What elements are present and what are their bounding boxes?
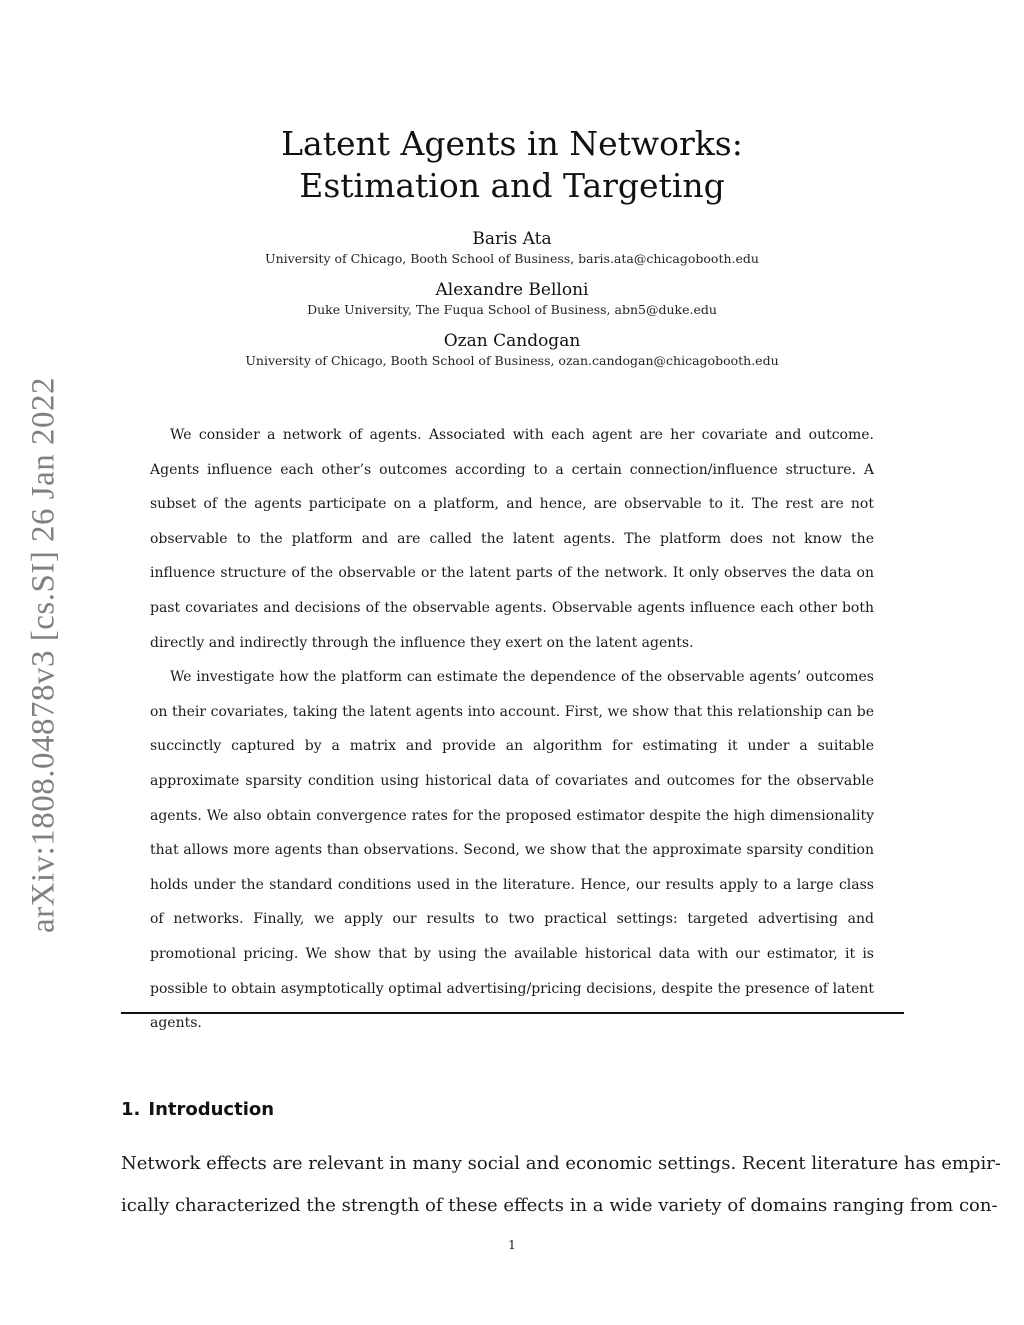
section-title: Introduction xyxy=(148,1099,275,1120)
author-affiliation: University of Chicago, Booth School of Business, baris.ata@chicagobooth.edu xyxy=(265,251,759,266)
introduction-text xyxy=(121,1143,1001,1227)
paper-title-line-1: Latent Agents in Networks: xyxy=(281,124,743,163)
introduction-line-1: Network effects are relevant in many social and economic settings. Recent literature has empir- xyxy=(121,1153,1001,1174)
page-number: 1 xyxy=(508,1237,516,1252)
author-affiliation: University of Chicago, Booth School of Business, ozan.candogan@chicagobooth.edu xyxy=(245,353,779,368)
arxiv-identifier-stamp: arXiv:1808.04878v3 [cs.SI] 26 Jan 2022 xyxy=(25,376,62,934)
author-block-3 xyxy=(0,330,1024,369)
author-name: Baris Ata xyxy=(472,229,552,249)
paper-title xyxy=(0,123,1024,207)
abstract-divider-rule xyxy=(121,1012,904,1014)
introduction-line-2: ically characterized the strength of these effects in a wide variety of domains ranging from con- xyxy=(121,1195,998,1216)
author-affiliation: Duke University, The Fuqua School of Business, abn5@duke.edu xyxy=(307,302,717,317)
abstract-paragraph-1: We consider a network of agents. Associated with each agent are her covariate and outcome. Agents influence each other’s outcomes according to a certain connection/influence structure. A subset of the agents participate on a platform, and hence, are observable to it. The rest are not observable to the platform and are called the latent agents. The platform does not know the influence structure of the observable or the latent parts of the network. It only observes the data on past covariates and decisions of the observable agents. Observable agents influence each other both directly and indirectly through the influence they exert on the latent agents. xyxy=(150,427,874,651)
abstract-paragraph-2: We investigate how the platform can estimate the dependence of the observable agents’ outcomes on their covariates, taking the latent agents into account. First, we show that this relationship can be succinctly captured by a matrix and provide an algorithm for estimating it under a suitable approximate sparsity condition using historical data of covariates and outcomes for the observable agents. We also obtain convergence rates for the proposed estimator despite the high dimensionality that allows more agents than observations. Second, we show that the approximate sparsity condition holds under the standard conditions used in the literature. Hence, our results apply to a large class of networks. Finally, we apply our results to two practical settings: targeted advertising and promotional pricing. We show that by using the available historical data with our estimator, it is possible to obtain asymptotically optimal advertising/pricing decisions, despite the presence of latent agents. xyxy=(150,669,874,1032)
author-block-2 xyxy=(0,279,1024,318)
abstract xyxy=(150,418,874,1041)
author-name: Alexandre Belloni xyxy=(435,280,589,300)
section-heading-introduction xyxy=(121,1096,274,1124)
section-number: 1. xyxy=(121,1099,141,1120)
paper-title-line-2: Estimation and Targeting xyxy=(299,166,725,205)
author-block-1 xyxy=(0,228,1024,267)
author-name: Ozan Candogan xyxy=(443,331,581,351)
